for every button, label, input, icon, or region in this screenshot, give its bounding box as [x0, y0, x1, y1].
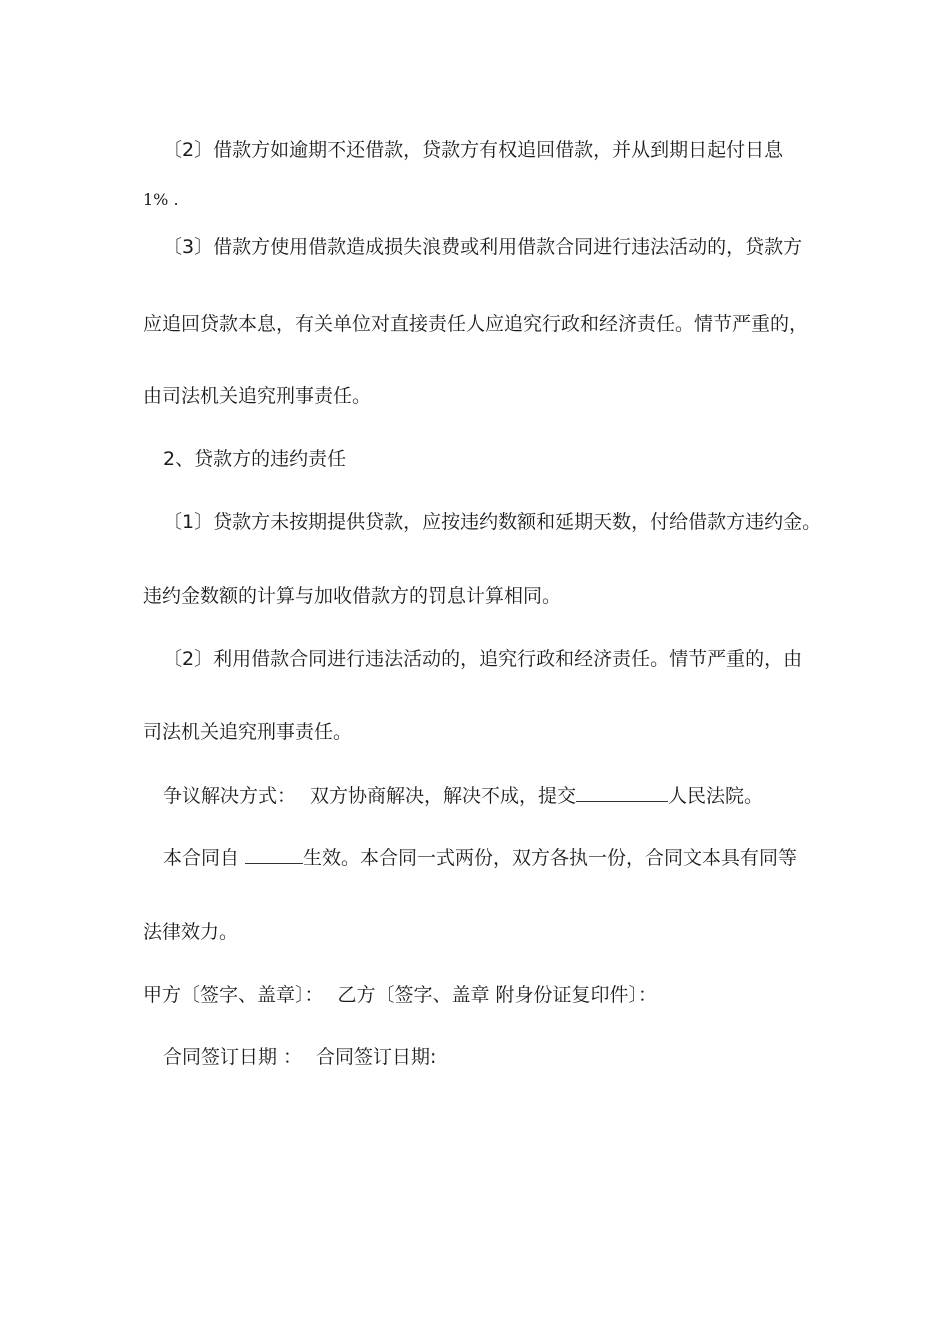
effect-prefix: 本合同自: [163, 847, 240, 869]
signature-line: [143, 983, 657, 1007]
lender-clause-1-line-2: 违约金数额的计算与加收借款方的罚息计算相同。: [143, 585, 562, 607]
party-b-signature: 乙方〔签字、盖章 附身份证复印件〕：: [337, 984, 658, 1006]
clause-2-3-line-1: 〔3〕借款方使用借款造成损失浪费或利用借款合同进行违法活动的，贷款方: [163, 236, 803, 258]
dispute-text: 双方协商解决，解决不成，提交: [310, 785, 577, 807]
date-line: [163, 1045, 436, 1069]
dispute-court: 人民法院。: [668, 785, 764, 807]
effective-clause-line-1: [163, 846, 797, 870]
interest-rate: 1% .: [143, 190, 179, 209]
clause-2-3-line-3: 由司法机关追究刑事责任。: [143, 385, 372, 407]
section-2-title: 2、贷款方的违约责任: [163, 448, 347, 470]
effective-clause-line-2: 法律效力。: [143, 921, 239, 943]
party-a-signature: 甲方〔签字、盖章〕：: [143, 984, 324, 1006]
court-blank: [576, 785, 668, 802]
party-a-date: 合同签订日期 ：: [163, 1046, 303, 1068]
dispute-resolution: [163, 784, 763, 808]
lender-clause-1-line-1: 〔1〕贷款方未按期提供贷款，应按违约数额和延期天数，付给借款方违约金。: [163, 511, 822, 533]
effect-text: 生效。本合同一式两份，双方各执一份，合同文本具有同等: [303, 847, 798, 869]
dispute-label: 争议解决方式：: [163, 785, 297, 807]
lender-clause-2-line-1: 〔2〕利用借款合同进行违法活动的，追究行政和经济责任。情节严重的，由: [163, 648, 803, 670]
party-b-date: 合同签订日期:: [316, 1046, 437, 1068]
lender-clause-2-line-2: 司法机关追究刑事责任。: [143, 721, 353, 743]
effective-date-blank: [245, 847, 303, 864]
clause-2-3-line-2: 应追回贷款本息，有关单位对直接责任人应追究行政和经济责任。情节严重的，: [143, 313, 809, 335]
clause-2-2-line-1: 〔2〕借款方如逾期不还借款，贷款方有权追回借款，并从到期日起付日息: [163, 139, 784, 161]
